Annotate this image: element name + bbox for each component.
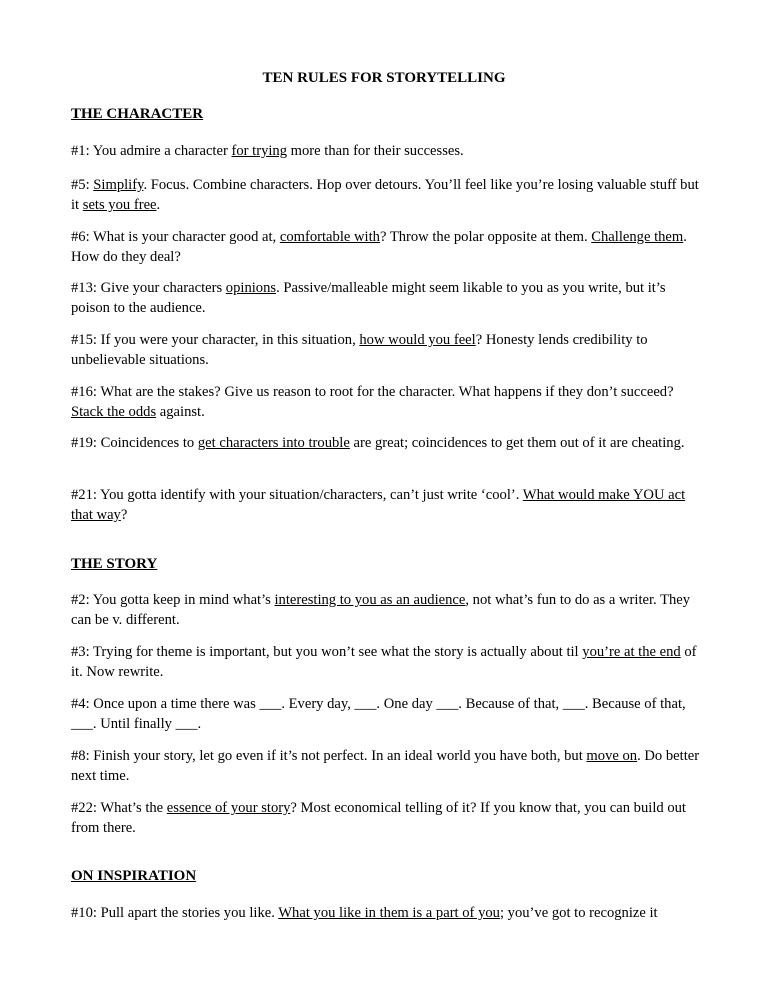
rule-8: #8: Finish your story, let go even if it’s not perfect. In an ideal world you have both, but move on. Do better next time. (71, 748, 700, 784)
rule-19: #19: Coincidences to get characters into trouble are great; coincidences to get them out of it are cheating. (71, 435, 685, 451)
section-heading: THE CHARACTER (71, 106, 204, 122)
rule-5: #5: Simplify. Focus. Combine characters. Hop over detours. You’ll feel like you’re losing valuable stuff but it sets you free. (71, 177, 699, 213)
rule-16: #16: What are the stakes? Give us reason to root for the character. What happens if they don’t succeed? Stack the odds against. (71, 384, 674, 420)
section-heading: ON INSPIRATION (71, 868, 197, 884)
rule-22: #22: What’s the essence of your story? Most economical telling of it? If you know that, you can build out from there. (71, 800, 686, 836)
rule-13: #13: Give your characters opinions. Passive/malleable might seem likable to you as you write, but it’s poison to the audience. (71, 280, 666, 316)
rule-6: #6: What is your character good at, comfortable with? Throw the polar opposite at them. Challenge them. How do they deal? (71, 229, 687, 265)
rule-4: #4: Once upon a time there was ___. Every day, ___. One day ___. Because of that, ___. Because of that, ___. Until finally ___. (71, 696, 686, 732)
rule-2: #2: You gotta keep in mind what’s interesting to you as an audience, not what’s fun to do as a writer. They can be v. different. (71, 592, 691, 628)
rule-10: #10: Pull apart the stories you like. What you like in them is a part of you; you’ve got to recognize it (71, 905, 658, 921)
rule-15: #15: If you were your character, in this situation, how would you feel? Honesty lends credibility to unbelievable situations. (71, 332, 648, 368)
rule-1: #1: You admire a character for trying more than for their successes. (71, 143, 464, 159)
section-heading: THE STORY (71, 556, 158, 572)
rule-3: #3: Trying for theme is important, but you won’t see what the story is actually about til you’re at the end of it. Now rewrite. (71, 644, 697, 680)
rule-21: #21: You gotta identify with your situation/characters, can’t just write ‘cool’. What would make YOU act that way? (71, 487, 686, 523)
document-title: TEN RULES FOR STORYTELLING (262, 70, 506, 86)
